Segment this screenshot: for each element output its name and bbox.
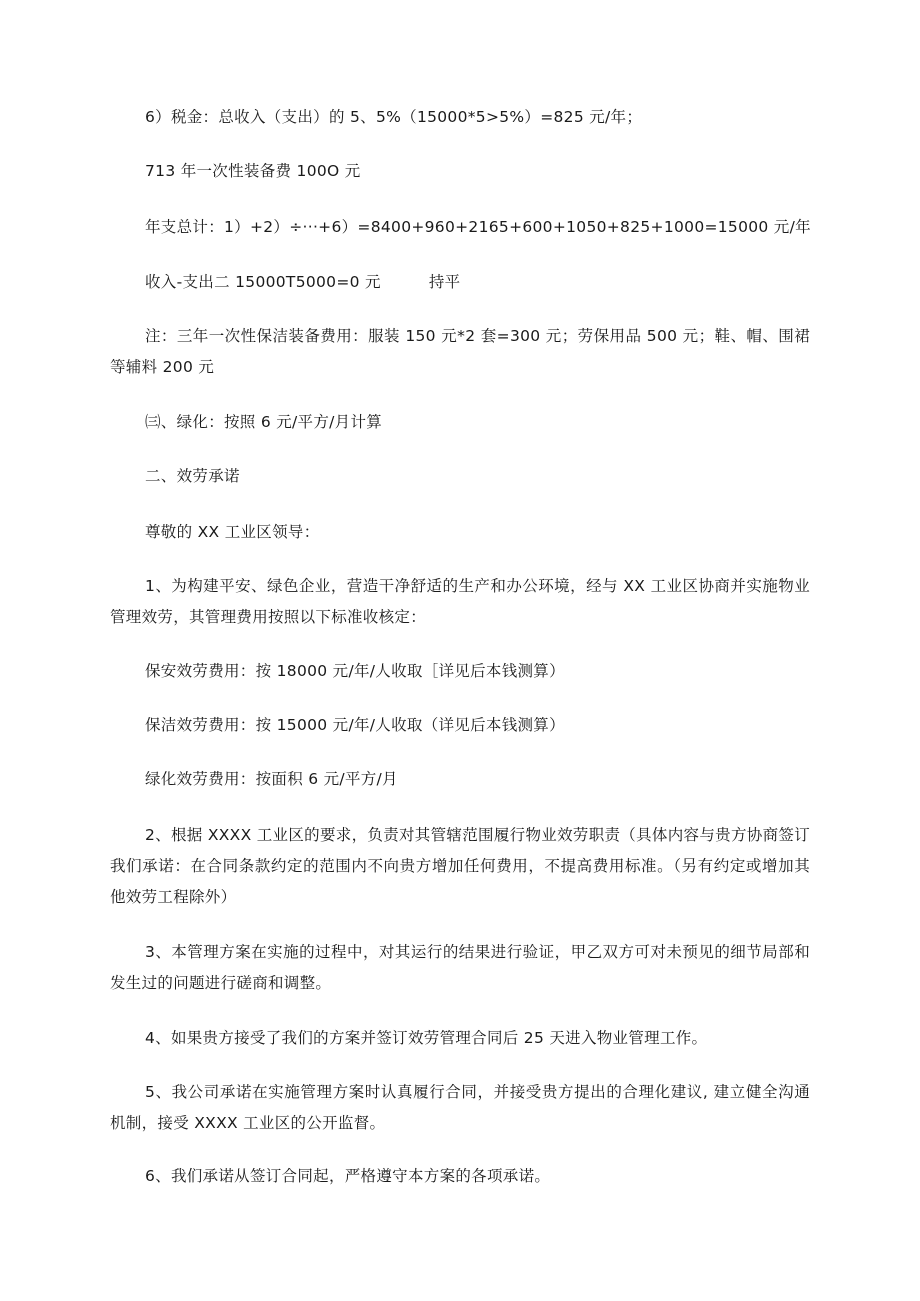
item-3-paragraph: 3、本管理方案在实施的过程中，对其运行的结果进行验证，甲乙双方可对未预见的细节局部和发生过的问题进行磋商和调整。 [110,943,810,992]
balance-result: 持平 [428,273,461,291]
cleaning-fee-line: 保洁效劳费用：按 15000 元/年/人收取（详见后本钱测算） [145,716,565,734]
item-2-paragraph: 2、根据 XXXX 工业区的要求，负责对其管辖范围履行物业效劳职责（具体内容与贵方协商签订我们承诺：在合同条款约定的范围内不向贵方增加任何费用，不提高费用标准。（另有约定或增加其他效劳工程除外） [110,826,810,906]
note-paragraph: 注：三年一次性保洁装备费用：服装 150 元*2 套=300 元；劳保用品 500 元；鞋、帽、围裙等辅料 200 元 [110,327,810,376]
tax-line: 6）税金：总收入（支出）的 5、5%（15000*5>5%）=825 元/年； [145,108,643,126]
item-1-paragraph: 1、为构建平安、绿色企业，营造干净舒适的生产和办公环境，经与 XX 工业区协商并实施物业管理效劳，其管理费用按照以下标准收核定： [110,577,810,626]
greening-fee-line: 绿化效劳费用：按面积 6 元/平方/月 [145,770,398,788]
security-fee-line: 保安效劳费用：按 18000 元/年/人收取［详见后本钱测算） [145,662,565,680]
annual-total-line: 年支总计：1）+2）÷···+6）=8400+960+2165+600+1050+825+1000=15000 元/年 [145,218,811,236]
balance-calc: 收入-支出二 15000T5000=0 元 [145,273,381,291]
section-heading: 二、效劳承诺 [145,467,240,485]
salutation-line: 尊敬的 XX 工业区领导： [145,523,320,541]
equipment-line: 713 年一次性装备费 100O 元 [145,162,361,180]
item-5-paragraph: 5、我公司承诺在实施管理方案时认真履行合同，并接受贵方提出的合理化建议, 建立健全沟通机制，接受 XXXX 工业区的公开监督。 [110,1083,810,1132]
balance-line [145,271,460,293]
item-4-line: 4、如果贵方接受了我们的方案并签订效劳管理合同后 25 天进入物业管理工作。 [145,1029,708,1047]
greening-line: ㈢、绿化：按照 6 元/平方/月计算 [145,413,383,431]
item-6-line: 6、我们承诺从签订合同起，严格遵守本方案的各项承诺。 [145,1167,551,1185]
